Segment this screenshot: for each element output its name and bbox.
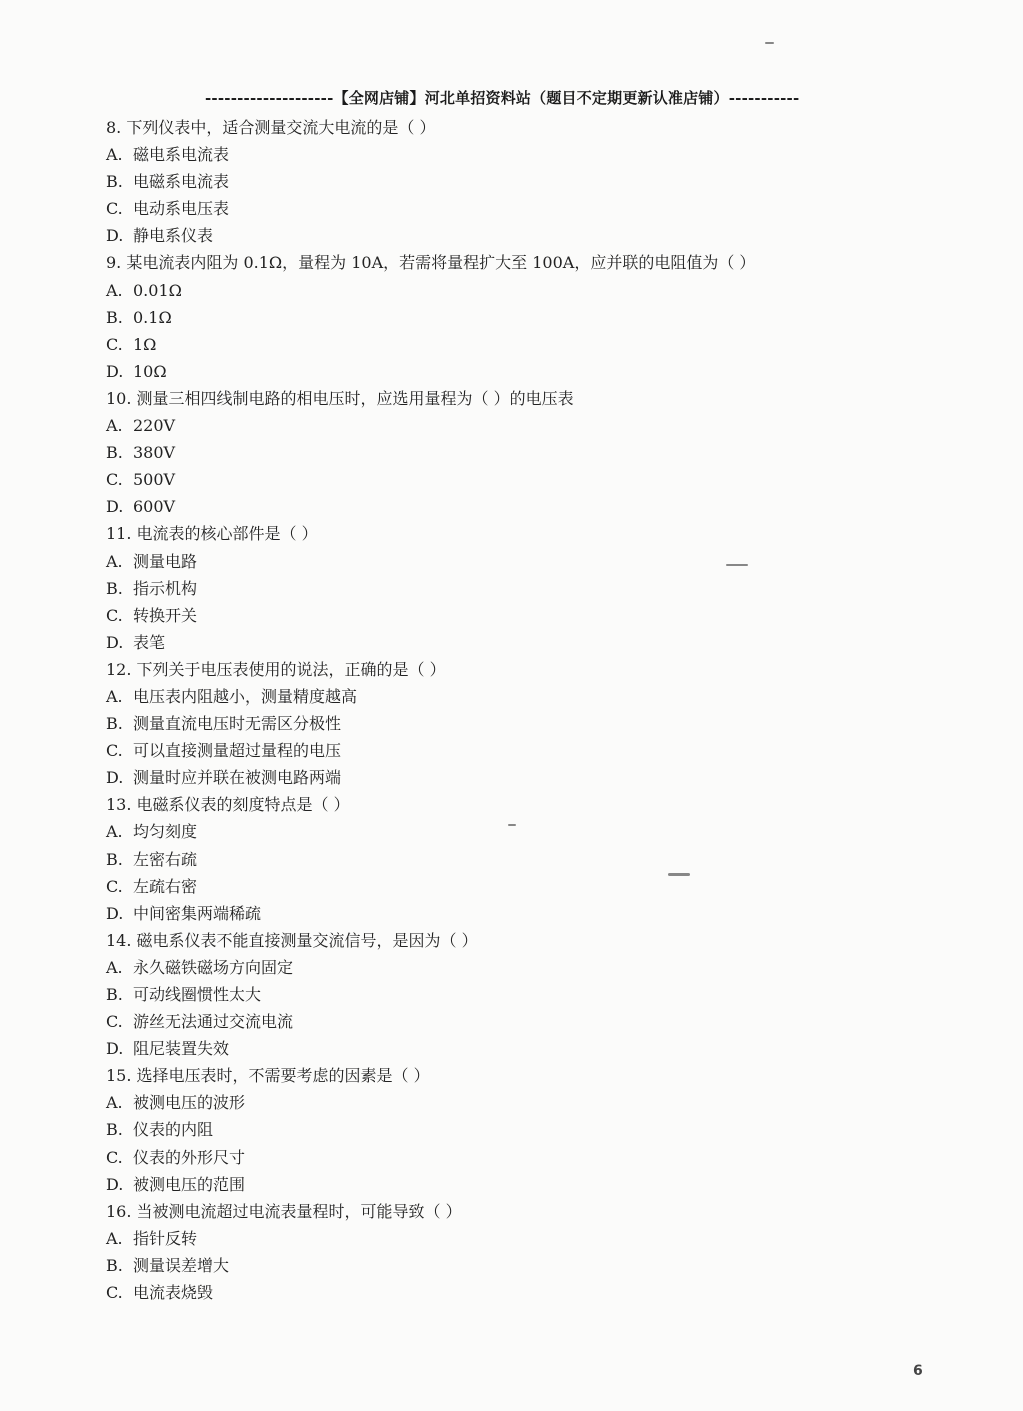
answer-option [106,900,926,927]
option-text: 600V [133,497,176,517]
answer-option [106,141,926,168]
answer-option [106,493,926,520]
answer-option [106,439,926,466]
option-text: 仪表的内阻 [133,1120,214,1140]
option-key: A. [106,957,123,977]
question-stem: 15. 选择电压表时，不需要考虑的因素是（ ） [106,1066,430,1086]
option-key: D. [106,632,124,652]
option-text: 1Ω [133,334,157,354]
answer-option [106,195,926,222]
answer-option [106,222,926,249]
option-key: D. [106,1174,124,1194]
question-stem: 13. 电磁系仪表的刻度特点是（ ） [106,795,350,815]
option-text: 静电系仪表 [133,226,214,246]
option-key: C. [106,1147,123,1167]
option-key: D. [106,497,124,517]
option-key: A. [106,822,123,842]
answer-option [106,710,926,737]
option-text: 电磁系电流表 [133,172,230,192]
option-key: B. [106,1255,123,1275]
question-stem: 10. 测量三相四线制电路的相电压时，应选用量程为（ ）的电压表 [106,388,574,408]
option-text: 左疏右密 [133,876,198,896]
answer-option [106,629,926,656]
question-stem: 12. 下列关于电压表使用的说法，正确的是（ ） [106,659,446,679]
answer-option [106,737,926,764]
option-text: 测量时应并联在被测电路两端 [133,768,342,788]
option-text: 测量电路 [133,551,198,571]
option-key: D. [106,768,124,788]
answer-option [106,168,926,195]
option-text: 转换开关 [133,605,198,625]
option-text: 仪表的外形尺寸 [133,1147,246,1167]
option-text: 永久磁铁磁场方向固定 [133,957,294,977]
option-key: B. [106,578,123,598]
option-key: D. [106,1039,124,1059]
option-text: 测量误差增大 [133,1255,230,1275]
option-key: C. [106,199,123,219]
option-key: B. [106,985,123,1004]
answer-option [106,1171,926,1198]
option-text: 0.1Ω [133,307,172,327]
option-key: A. [106,551,123,571]
answer-option [106,1225,926,1252]
answer-option [106,304,926,331]
option-text: 10Ω [133,361,167,381]
answer-option [106,954,926,981]
option-key: A. [106,1093,123,1113]
option-key: C. [106,741,123,761]
option-key: B. [106,849,123,869]
option-key: B. [106,714,123,734]
option-text: 指针反转 [133,1228,198,1248]
answer-option [106,1252,926,1279]
answer-option [106,1089,926,1116]
scan-mark [668,873,690,876]
option-text: 被测电压的波形 [133,1093,246,1113]
option-key: B. [106,307,123,327]
option-text: 380V [133,443,176,463]
answer-option [106,1008,926,1035]
answer-option [106,1116,926,1143]
answer-option [106,358,926,385]
option-key: A. [106,416,123,436]
answer-option [106,1144,926,1171]
option-text: 0.01Ω [133,280,182,300]
answer-option [106,466,926,493]
option-key: C. [106,1283,123,1303]
option-text: 表笔 [133,632,166,652]
page-header: --------------------【全网店铺】河北单招资料站（题目不定期更新认准店铺）----------- [205,89,800,107]
answer-option [106,602,926,629]
option-text: 均匀刻度 [133,822,198,842]
answer-option [106,1035,926,1062]
answer-option [106,818,926,845]
option-key: A. [106,1228,123,1248]
answer-option [106,548,926,575]
option-key: A. [106,145,123,165]
option-text: 电压表内阻越小，测量精度越高 [133,686,358,706]
scan-mark [765,42,774,44]
option-key: C. [106,1012,123,1032]
option-text: 可动线圈惯性太大 [133,985,262,1004]
question-stem: 9. 某电流表内阻为 0.1Ω，量程为 10A，若需将量程扩大至 100A，应并联的电阻值为（ ） [106,253,756,273]
scan-mark [726,564,748,566]
option-key: D. [106,226,124,246]
question-stem: 16. 当被测电流超过电流表量程时，可能导致（ ） [106,1201,462,1221]
answer-option [106,873,926,900]
option-key: A. [106,686,123,706]
question-stem: 14. 磁电系仪表不能直接测量交流信号，是因为（ ） [106,930,478,950]
question-list [106,114,926,1306]
option-key: B. [106,1120,123,1140]
page-number: 6 [913,1363,923,1379]
option-key: D. [106,361,124,381]
answer-option [106,683,926,710]
option-key: C. [106,605,123,625]
answer-option [106,846,926,873]
answer-option [106,764,926,791]
answer-option [106,277,926,304]
answer-option [106,575,926,602]
question-stem: 11. 电流表的核心部件是（ ） [106,524,318,544]
answer-option [106,412,926,439]
option-text: 中间密集两端稀疏 [133,903,262,923]
option-text: 左密右疏 [133,849,198,869]
option-text: 电动系电压表 [133,199,230,219]
scan-mark [508,824,516,826]
option-key: A. [106,280,123,300]
option-text: 测量直流电压时无需区分极性 [133,714,342,734]
option-key: B. [106,443,123,463]
answer-option [106,1279,926,1306]
option-text: 指示机构 [133,578,198,598]
answer-option [106,331,926,358]
option-text: 500V [133,470,176,490]
option-text: 游丝无法通过交流电流 [133,1012,294,1032]
question-stem: 8. 下列仪表中，适合测量交流大电流的是（ ） [106,118,436,137]
option-key: C. [106,470,123,490]
option-key: C. [106,876,123,896]
option-text: 磁电系电流表 [133,145,230,165]
option-text: 被测电压的范围 [133,1174,246,1194]
option-key: D. [106,903,124,923]
option-text: 电流表烧毁 [133,1283,214,1303]
answer-option [106,981,926,1008]
option-key: C. [106,334,123,354]
option-text: 可以直接测量超过量程的电压 [133,741,342,761]
option-key: B. [106,172,123,192]
option-text: 220V [133,416,176,436]
option-text: 阻尼装置失效 [133,1039,230,1059]
